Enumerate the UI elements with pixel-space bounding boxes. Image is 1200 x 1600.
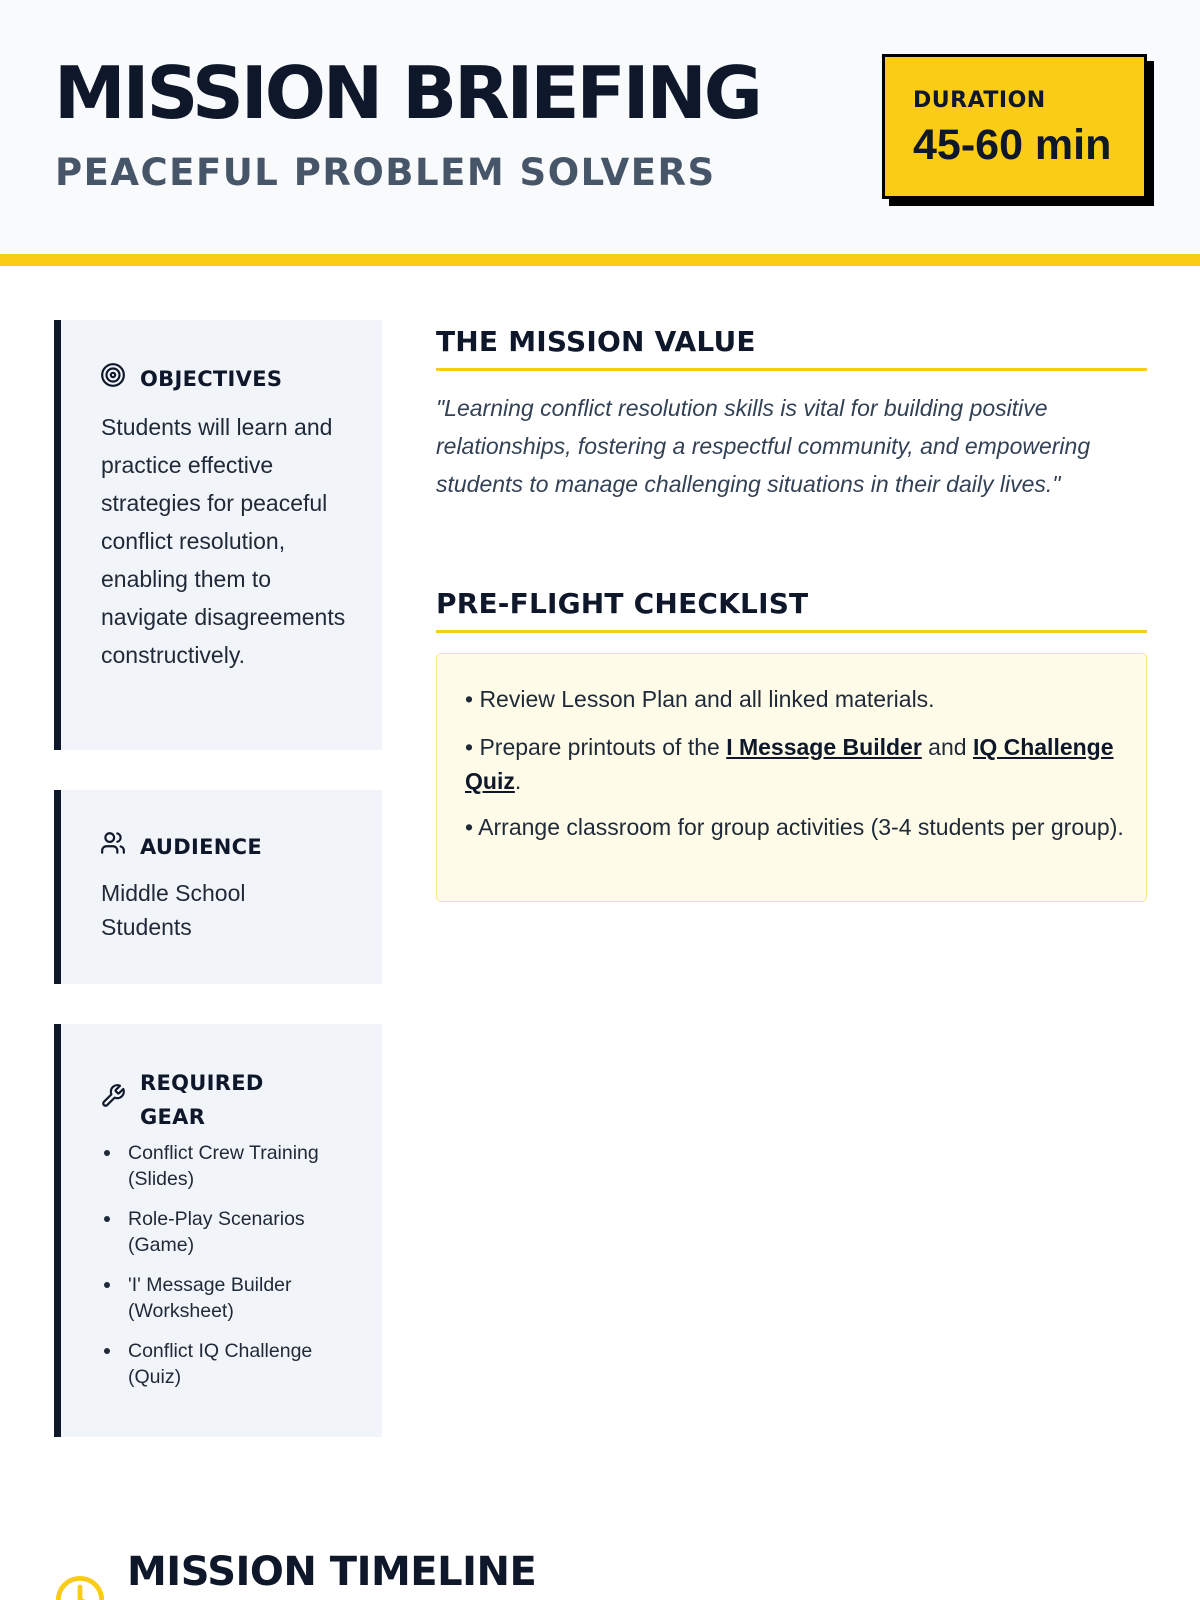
iq-challenge-quiz-link[interactable]: IQ Challenge Quiz	[465, 734, 1114, 794]
page-subtitle: PEACEFUL PROBLEM SOLVERS	[55, 151, 716, 194]
target-icon	[100, 362, 126, 388]
checklist-heading: PRE-FLIGHT CHECKLIST	[436, 587, 1147, 633]
mission-value-quote: "Learning conflict resolution skills is vital for building positive relationships, fostering a respectful community, and empowering students to manage challenging situations in their daily lives."	[436, 395, 1091, 497]
objectives-card	[54, 320, 382, 750]
objectives-text: Students will learn and practice effective strategies for peaceful conflict resolution, enabling them to navigate disagreements constructively.	[101, 414, 346, 668]
gear-list	[101, 1140, 351, 1404]
checklist-item	[465, 730, 1125, 798]
clock-icon	[54, 1574, 106, 1600]
gear-item: 'I' Message Builder (Worksheet)	[101, 1272, 351, 1324]
objectives-heading	[100, 362, 282, 396]
i-message-builder-link[interactable]: I Message Builder	[726, 734, 922, 760]
gear-item: Role-Play Scenarios (Game)	[101, 1206, 351, 1258]
checklist-text: .	[514, 768, 522, 794]
checklist-text: and	[921, 734, 973, 760]
checklist-item: • Arrange classroom for group activities (3-4 students per group).	[465, 814, 1124, 840]
objectives-title: OBJECTIVES	[140, 367, 283, 391]
audience-card	[54, 790, 382, 984]
wrench-icon	[100, 1083, 126, 1109]
header-divider	[0, 254, 1200, 266]
checklist-box	[436, 653, 1147, 902]
gear-title: REQUIRED GEAR	[140, 1071, 264, 1129]
mission-timeline-heading: MISSION TIMELINE	[127, 1549, 537, 1595]
page-title: MISSION BRIEFING	[54, 51, 760, 135]
duration-value: 45-60 min	[913, 121, 1112, 169]
mission-value-heading: THE MISSION VALUE	[436, 325, 1147, 371]
audience-text: Middle School Students	[101, 880, 246, 940]
audience-heading	[100, 830, 262, 864]
gear-item: Conflict Crew Training (Slides)	[101, 1140, 351, 1192]
duration-label: DURATION	[913, 88, 1046, 113]
duration-badge	[882, 54, 1147, 199]
briefing-header	[0, 0, 1200, 254]
audience-title: AUDIENCE	[140, 835, 262, 859]
checklist-text: • Prepare printouts of the	[465, 734, 727, 760]
required-gear-card	[54, 1024, 382, 1437]
users-icon	[100, 830, 126, 856]
checklist-item: • Review Lesson Plan and all linked materials.	[465, 686, 935, 712]
gear-item: Conflict IQ Challenge (Quiz)	[101, 1338, 351, 1390]
gear-heading	[100, 1066, 320, 1134]
